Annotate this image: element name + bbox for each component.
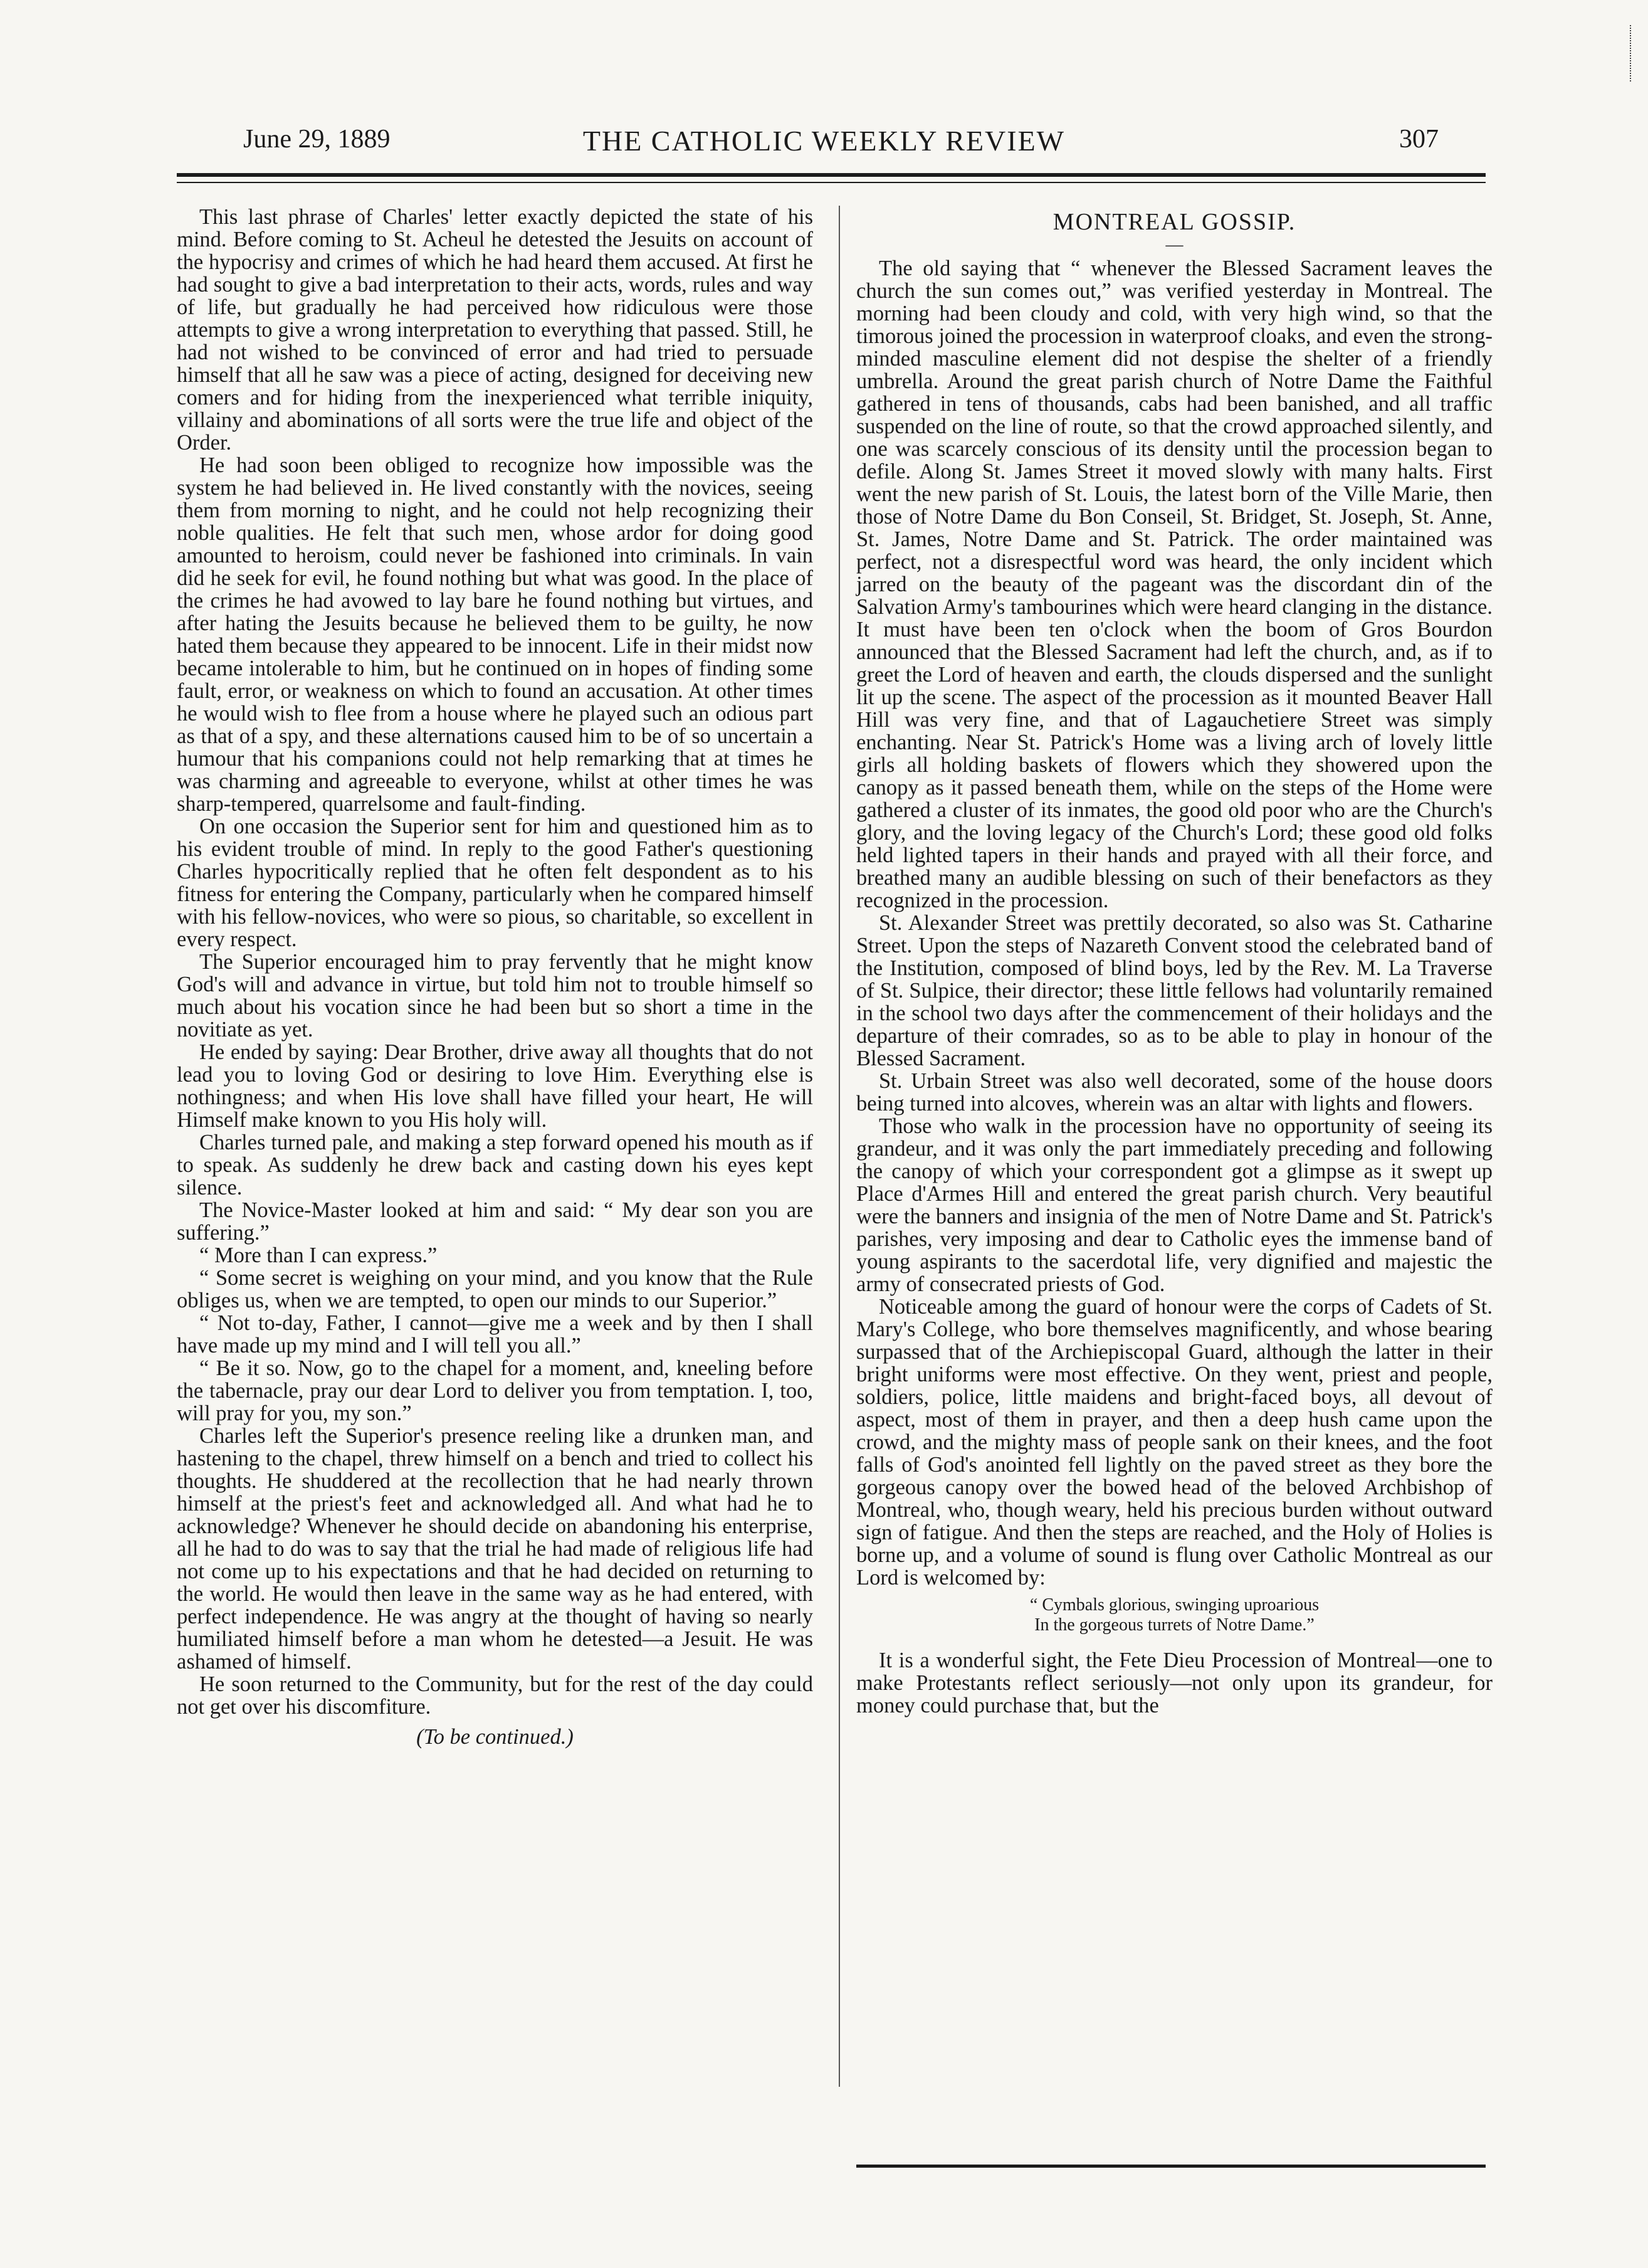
paragraph: It is a wonderful sight, the Fete Dieu Procession of Montreal—one to make Protestants reflect seriously—not only upon its grandeur, for money could purchase that, but the (856, 1648, 1493, 1717)
verse-line: In the gorgeous turrets of Notre Dame.” (1034, 1615, 1315, 1635)
paragraph: He ended by saying: Dear Brother, drive away all thoughts that do not lead you to loving God or desiring to love Him. Everything else is nothingness; and when His love shall have filled your heart, He will Himself make known to you His holy will. (177, 1040, 813, 1132)
issue-date: June 29, 1889 (243, 125, 391, 154)
paragraph: He had soon been obliged to recognize how impossible was the system he had believed in. He lived constantly with the novices, seeing them from morning to night, and he could not help recognizing their noble qualities. He felt that such men, whose ardor for doing good amounted to heroism, could never be fashioned into criminals. In vain did he seek for evil, he found nothing but what was good. In the place of the crimes he had avowed to lay bare he found nothing but virtues, and after hating the Jesuits because he believed them to be guilty, he now hated them because they appeared to be innocent. Life in their midst now became intolerable to him, but he continued on in hopes of finding some fault, error, or weakness on which to found an accusation. At other times he would wish to flee from a house where he played such an odious part as that of a spy, and these alternations caused him to be of so uncertain a humour that his companions could not help remarking that at times he was charming and agreeable to everyone, whilst at other times he was sharp-tempered, quarrelsome and fault-finding. (177, 453, 813, 816)
verse-quote (856, 1595, 1493, 1635)
paragraph: “ More than I can express.” (199, 1243, 438, 1267)
paragraph: The Novice-Master looked at him and said: “ My dear son you are suffering.” (177, 1198, 813, 1245)
paragraph: The Superior encouraged him to pray fervently that he might know God's will and advance in virtue, but told him not to trouble himself so much about his vocation since he had been but so short a time in the novitiate as yet. (177, 950, 813, 1042)
header-rule-thick (177, 173, 1486, 177)
page-header (0, 124, 1648, 162)
publication-title: THE CATHOLIC WEEKLY REVIEW (582, 125, 1066, 157)
paragraph: “ Be it so. Now, go to the chapel for a moment, and, kneeling before the tabernacle, pray our dear Lord to deliver you from temptation. I, too, will pray for you, my son.” (177, 1356, 813, 1425)
paragraph: Charles turned pale, and making a step forward opened his mouth as if to speak. As suddenly he drew back and casting down his eyes kept silence. (177, 1131, 813, 1200)
paragraph: St. Urbain Street was also well decorated, some of the house doors being turned into alcoves, wherein was an altar with lights and flowers. (856, 1069, 1493, 1116)
edge-scan-mark (1630, 25, 1633, 82)
page-number: 307 (1399, 125, 1439, 154)
paragraph: “ Not to-day, Father, I cannot—give me a week and by then I shall have made up my mind and I will tell you all.” (177, 1311, 813, 1358)
column-divider (839, 206, 840, 2087)
verse-line: “ Cymbals glorious, swinging uproarious (1029, 1595, 1320, 1615)
continued-note: (To be continued.) (416, 1725, 574, 1749)
paragraph: Noticeable among the guard of honour were the corps of Cadets of St. Mary's College, who bore themselves magnificently, and whose bearing surpassed that of the Archiepiscopal Guard, although the latter in their bright uniforms were most effective. On they went, priest and people, soldiers, police, little maidens and bright-faced boys, all devout of aspect, most of them in prayer, and then a deep hush came upon the crowd, and the mighty mass of people sank on their knees, and the foot falls of God's anointed fell lightly on the paved street as they bore the gorgeous canopy over the bowed head of the beloved Archbishop of Montreal, who, though weary, held his precious burden without outward sign of fatigue. And then the steps are reached, and the Holy of Holies is borne up, and a volume of sound is flung over Catholic Montreal as our Lord is welcomed by: (856, 1295, 1493, 1590)
paragraph: The old saying that “ whenever the Blessed Sacrament leaves the church the sun comes out,” was verified yesterday in Montreal. The morning had been cloudy and cold, with very high wind, so that the timorous joined the procession in waterproof cloaks, and even the strong-minded masculine element did not despise the shelter of a friendly umbrella. Around the great parish church of Notre Dame the Faithful gathered in tens of thousands, cabs had been banished, and all traffic suspended on the line of route, so that the crowd approached silently, and one was scarcely conscious of its density until the procession began to defile. Along St. James Street it moved slowly with many halts. First went the new parish of St. Louis, the latest born of the Ville Marie, then those of Notre Dame du Bon Conseil, St. Bridget, St. Joseph, St. Anne, St. James, Notre Dame and St. Patrick. The order maintained was perfect, not a disrespectful word was heard, the only incident which jarred on the beauty of the pageant was the discordant din of the Salvation Army's tambourines which were heard clanging in the distance. It must have been ten o'clock when the boom of Gros Bourdon announced that the Blessed Sacrament had left the church, and, as if to greet the Lord of heaven and earth, the clouds dispersed and the sunlight lit up the scene. The aspect of the procession as it mounted Beaver Hall Hill was very fine, and that of Lagauchetiere Street was simply enchanting. Near St. Patrick's Home was a living arch of lovely little girls all holding baskets of flowers which they showered upon the canopy as it passed beneath them, while on the steps of the Home were gathered a cluster of its inmates, the good old poor who are the Church's glory, and the loving legacy of the Church's Lord; these good old folks held lighted tapers in their hands and prayed with all their force, and breathed many an audible blessing on such of their benefactors as they recognized in the procession. (856, 256, 1493, 912)
header-rule-thin (177, 182, 1486, 183)
left-column (177, 206, 813, 1748)
paragraph: “ Some secret is weighing on your mind, and you know that the Rule obliges us, when we are tempted, to open our minds to our Superior.” (177, 1266, 813, 1312)
paragraph: St. Alexander Street was prettily decorated, so also was St. Catharine Street. Upon the steps of Nazareth Convent stood the celebrated band of the Institution, composed of blind boys, led by the Rev. M. La Traverse of St. Sulpice, their director; these little fellows had voluntarily remained in the school two days after the commencement of their holidays and the departure of their comrades, so as to be able to play in honour of the Blessed Sacrament. (856, 911, 1493, 1070)
paragraph: On one occasion the Superior sent for him and questioned him as to his evident trouble of mind. In reply to the good Father's questioning Charles hypocritically replied that he often felt despondent as to his fitness for entering the Company, particularly when he compared himself with his fellow-novices, who were so pious, so charitable, so excellent in every respect. (177, 815, 813, 951)
article-title: MONTREAL GOSSIP. (1052, 209, 1296, 235)
paragraph: Those who walk in the procession have no opportunity of seeing its grandeur, and it was only the part immediately preceding and following the canopy of which your correspondent got a glimpse as it swept up Place d'Armes Hill and entered the great parish church. Very beautiful were the banners and insignia of the men of Notre Dame and St. Patrick's parishes, very imposing and dear to Catholic eyes the immense band of young aspirants to the sacerdotal life, very dignified and majestic the army of consecrated priests of God. (856, 1114, 1493, 1296)
right-column (856, 206, 1493, 1717)
footer-rule (856, 2165, 1486, 2168)
title-dash: — (1165, 235, 1184, 255)
paragraph: Charles left the Superior's presence reeling like a drunken man, and hastening to the chapel, threw himself on a bench and tried to collect his thoughts. He shuddered at the recollection that he had nearly thrown himself at the priest's feet and acknowledged all. And what had he to acknowledge? Whenever he should decide on abandoning his enterprise, all he had to do was to say that the trial he had made of religious life had not come up to his expectations and that he had decided on returning to the world. He would then leave in the same way as he had entered, with perfect independence. He was angry at the thought of having so nearly humiliated himself before a man whom he detested—a Jesuit. He was ashamed of himself. (177, 1424, 813, 1674)
paragraph: He soon returned to the Community, but for the rest of the day could not get over his discomfiture. (177, 1672, 813, 1719)
paragraph: This last phrase of Charles' letter exactly depicted the state of his mind. Before coming to St. Acheul he detested the Jesuits on account of the hypocrisy and crimes of which he had heard them accused. At first he had sought to give a bad interpretation to their acts, words, rules and way of life, but gradually he had perceived how ridiculous were those attempts to give a wrong interpretation to everything that passed. Still, he had not wished to be convinced of error and had tried to persuade himself that all he saw was a piece of acting, designed for deceiving new comers and for hiding from the inexperienced what terrible iniquity, villainy and abominations of all sorts were the true life and object of the Order. (177, 205, 813, 455)
